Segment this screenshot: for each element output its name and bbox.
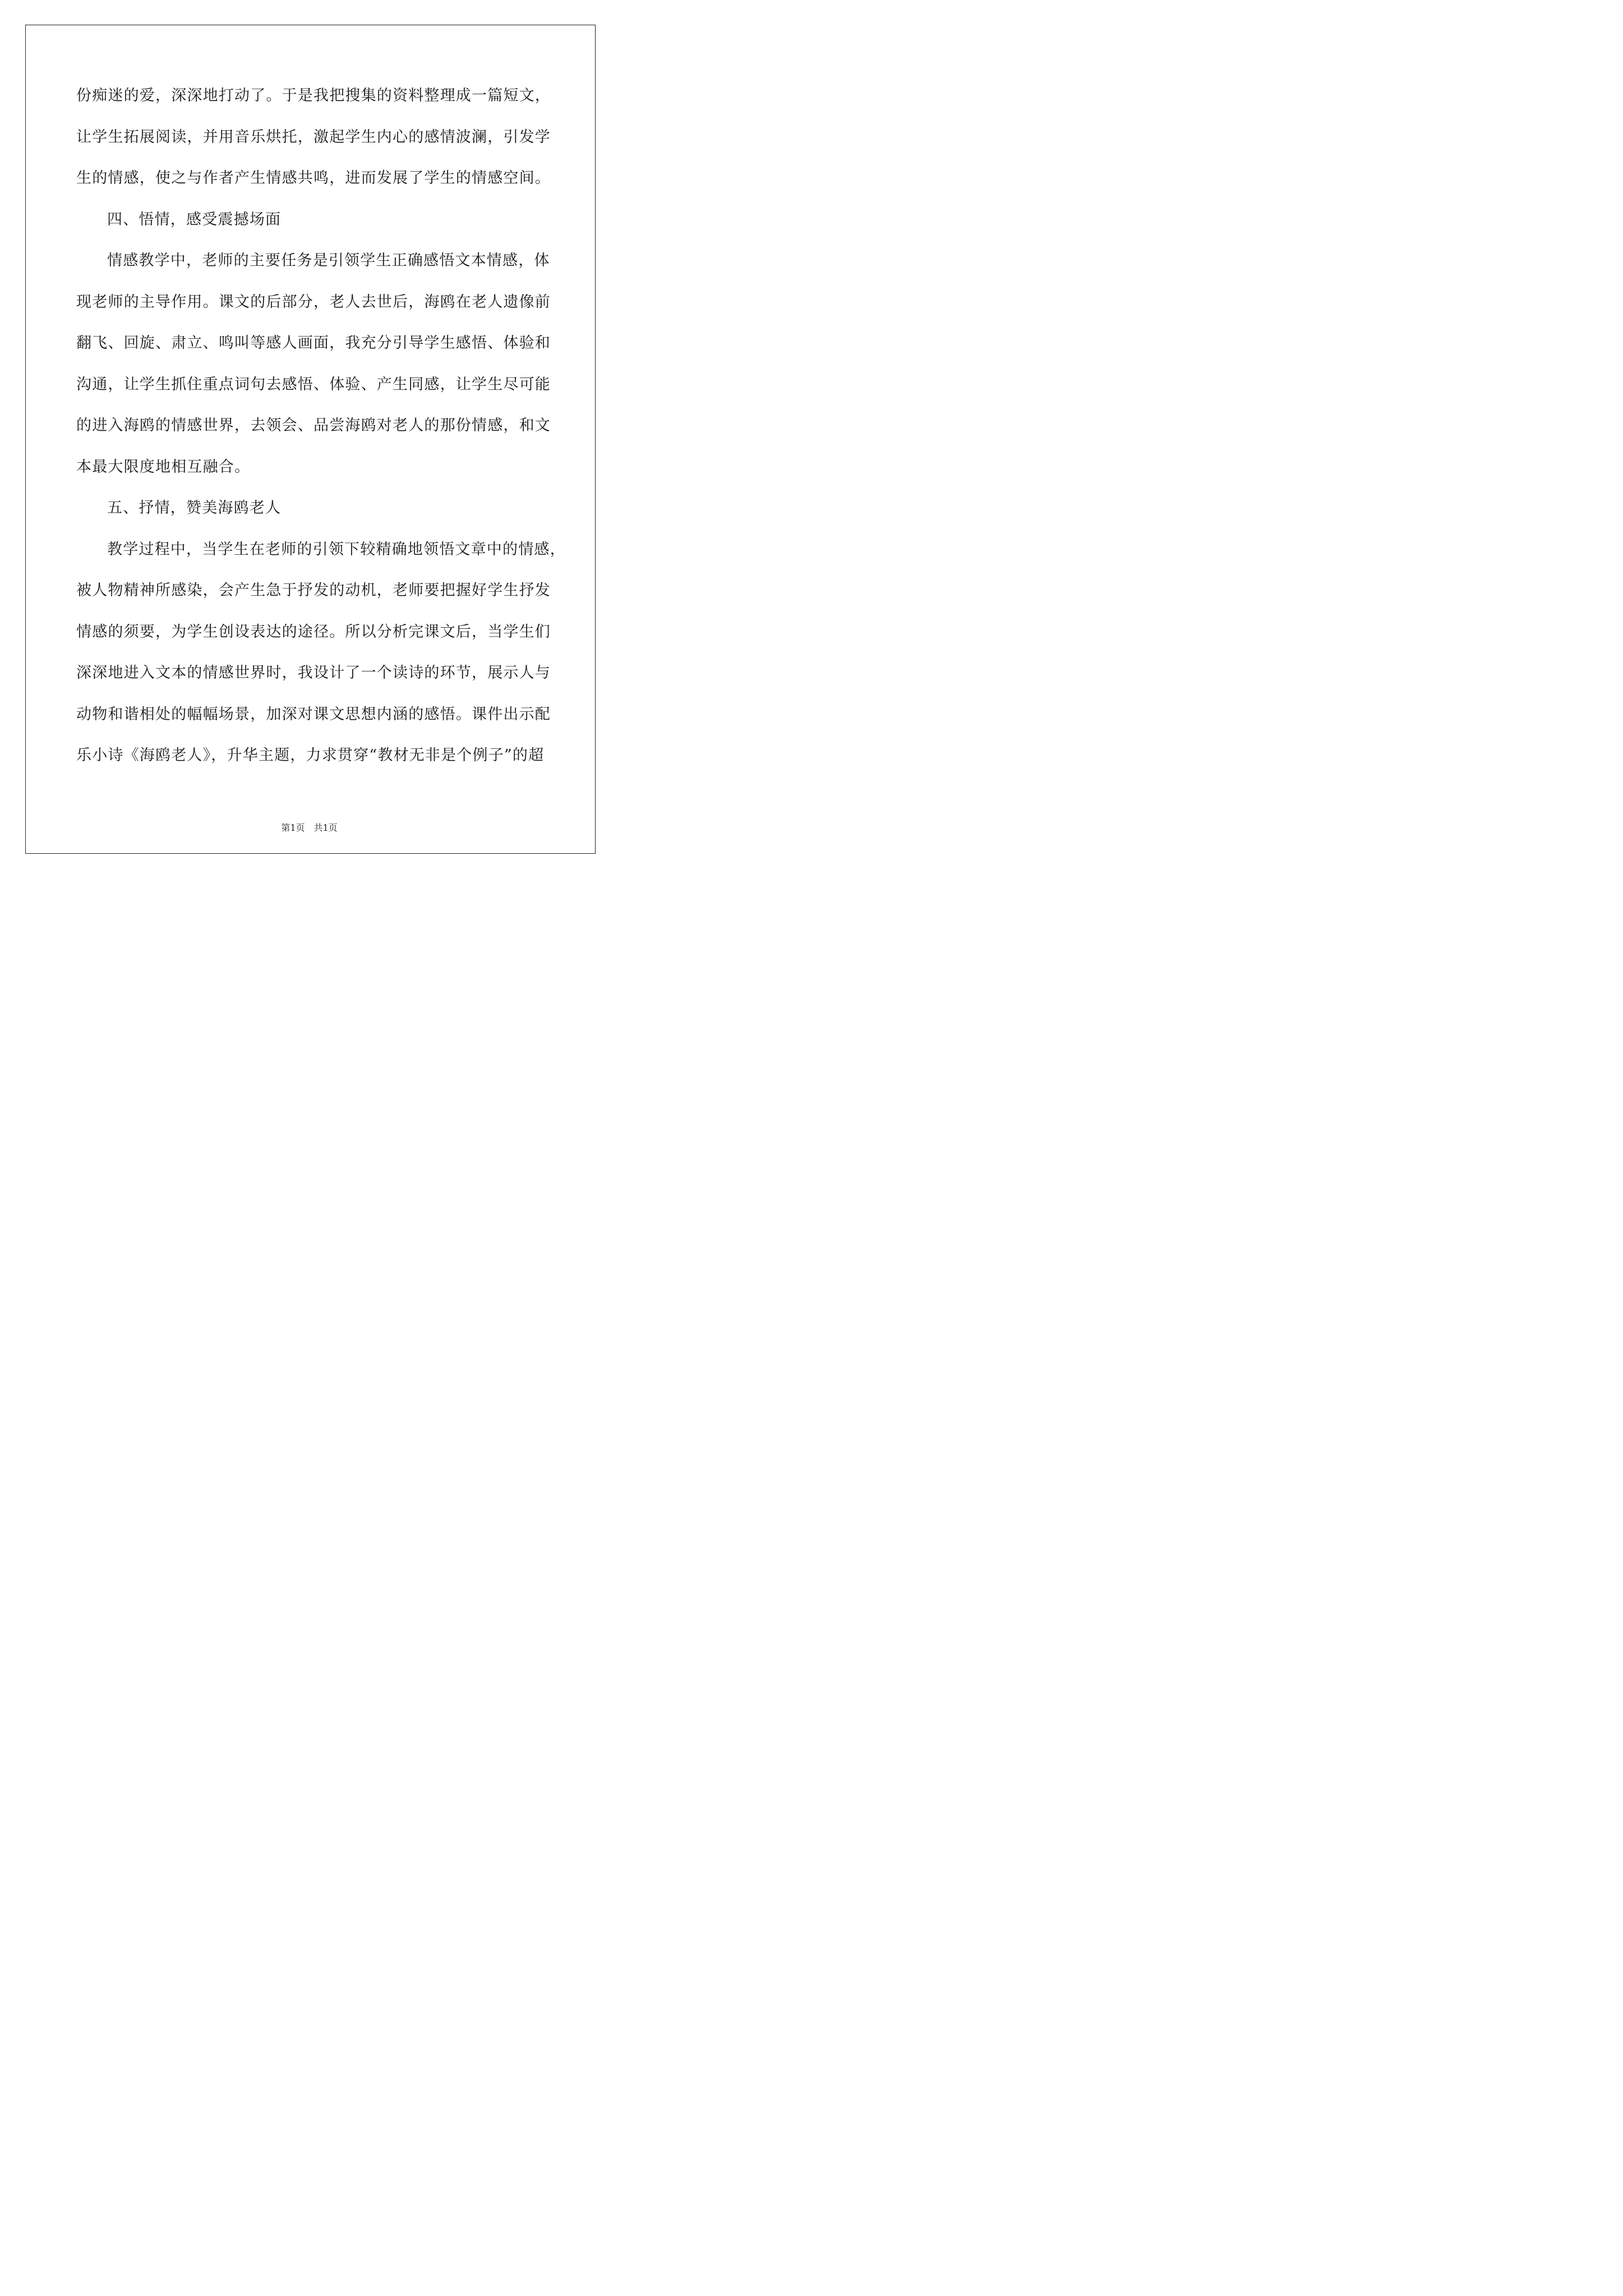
body-line: 深深地进入文本的情感世界时，我设计了一个读诗的环节，展示人与 — [76, 664, 551, 682]
body-line: 情感的须要，为学生创设表达的途径。所以分析完课文后，当学生们 — [76, 623, 551, 641]
body-line: 乐小诗《海鸥老人》，升华主题，力求贯穿“教材无非是个例子”的超 — [76, 747, 545, 764]
body-line: 翻飞、回旋、肃立、鸣叫等感人画面，我充分引导学生感悟、体验和 — [76, 334, 551, 352]
document-body — [76, 82, 566, 783]
body-line: 动物和谐相处的幅幅场景，加深对课文思想内涵的感悟。课件出示配 — [76, 705, 551, 723]
section-heading: 四、悟情，感受震撼场面 — [107, 210, 282, 228]
body-line: 本最大限度地相互融合。 — [76, 458, 251, 476]
body-line: 份痴迷的爱，深深地打动了。于是我把搜集的资料整理成一篇短文， — [76, 87, 551, 104]
paragraph-first-line: 教学过程中，当学生在老师的引领下较精确地领悟文章中的情感， — [107, 540, 566, 558]
body-line: 生的情感，使之与作者产生情感共鸣，进而发展了学生的情感空间。 — [76, 169, 551, 187]
section-heading: 五、抒情，赞美海鸥老人 — [107, 499, 282, 517]
body-line: 被人物精神所感染，会产生急于抒发的动机，老师要把握好学生抒发 — [76, 582, 551, 599]
body-line: 现老师的主导作用。课文的后部分，老人去世后，海鸥在老人遗像前 — [76, 293, 551, 311]
body-line: 让学生拓展阅读，并用音乐烘托，激起学生内心的感情波澜，引发学 — [76, 128, 551, 146]
page-number-footer: 第1页 共1页 — [281, 822, 338, 833]
body-line: 沟通，让学生抓住重点词句去感悟、体验、产生同感，让学生尽可能 — [76, 375, 551, 393]
paragraph-first-line: 情感教学中，老师的主要任务是引领学生正确感悟文本情感，体 — [107, 252, 550, 269]
body-line: 的进入海鸥的情感世界，去领会、品尝海鸥对老人的那份情感，和文 — [76, 417, 551, 434]
